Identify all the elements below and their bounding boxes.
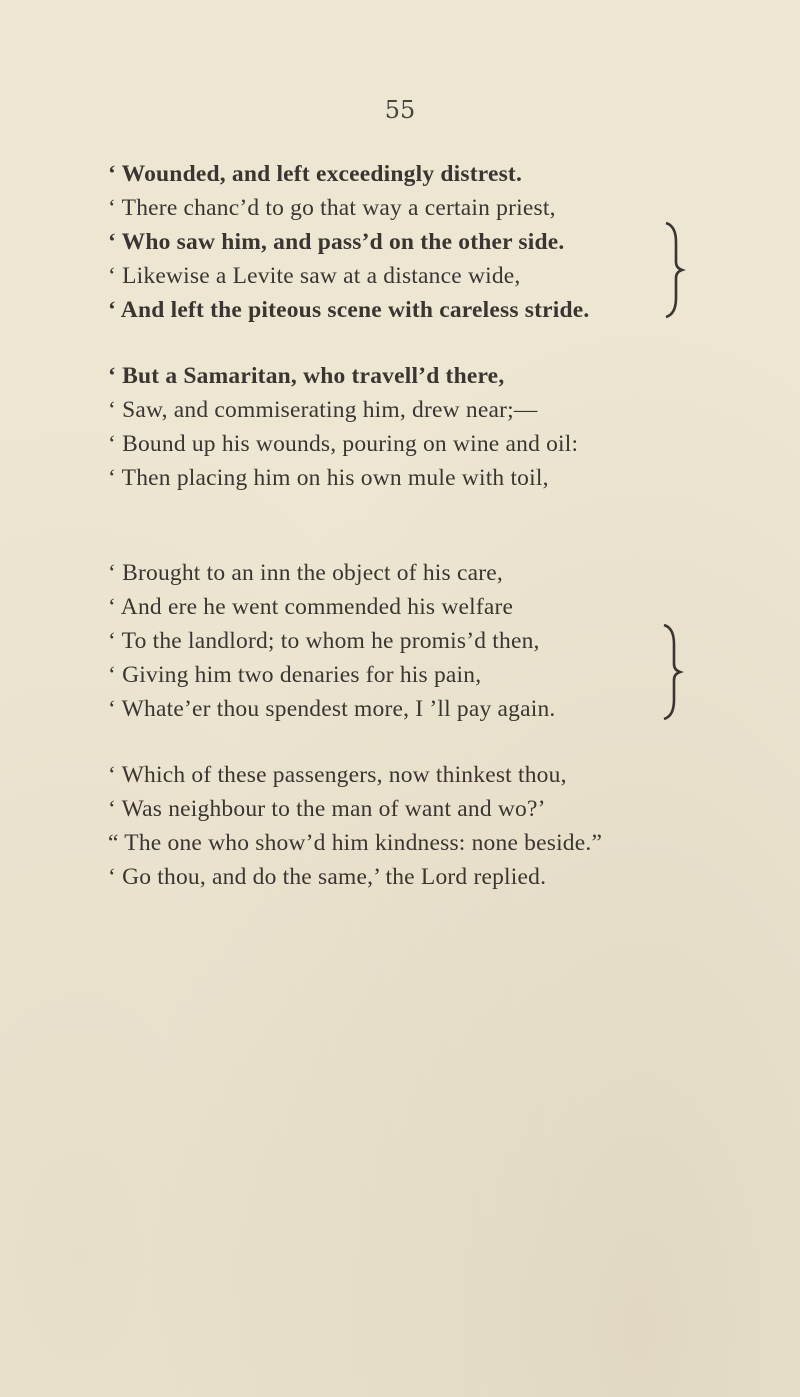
verse-line: ‘ Whate’er thou spendest more, I ’ll pay again. — [108, 696, 556, 722]
stanza-2 — [108, 359, 578, 495]
verse-line: ‘ Who saw him, and pass’d on the other side. — [108, 229, 565, 255]
verse-line: ‘ Was neighbour to the man of want and wo?’ — [108, 796, 546, 822]
triplet-brace — [660, 622, 684, 722]
verse-line: ‘ But a Samaritan, who travell’d there, — [108, 363, 505, 389]
triplet-brace — [662, 220, 686, 320]
verse-line: ‘ And left the piteous scene with careless stride. — [108, 297, 590, 323]
verse-line: ‘ Giving him two denaries for his pain, — [108, 662, 482, 688]
verse-line: ‘ Brought to an inn the object of his care, — [108, 560, 503, 586]
stanza-1 — [108, 157, 589, 327]
verse-line: ‘ And ere he went commended his welfare — [108, 594, 514, 620]
verse-line: ‘ Which of these passengers, now thinkest thou, — [108, 762, 567, 788]
verse-line: ‘ Wounded, and left exceedingly distrest. — [108, 161, 523, 187]
verse-line: “ The one who show’d him kindness: none beside.” — [108, 830, 603, 856]
verse-line: ‘ To the landlord; to whom he promis’d then, — [108, 628, 540, 654]
stanza-4 — [108, 758, 602, 894]
page-number: 55 — [384, 96, 416, 124]
verse-line: ‘ Bound up his wounds, pouring on wine and oil: — [108, 431, 579, 457]
verse-line: ‘ Likewise a Levite saw at a distance wide, — [108, 263, 521, 289]
stanza-3 — [108, 556, 555, 726]
verse-line: ‘ There chanc’d to go that way a certain priest, — [108, 195, 556, 221]
verse-line: ‘ Saw, and commiserating him, drew near;— — [108, 397, 538, 423]
verse-line: ‘ Then placing him on his own mule with toil, — [108, 465, 549, 491]
verse-line: ‘ Go thou, and do the same,’ the Lord replied. — [108, 864, 547, 890]
